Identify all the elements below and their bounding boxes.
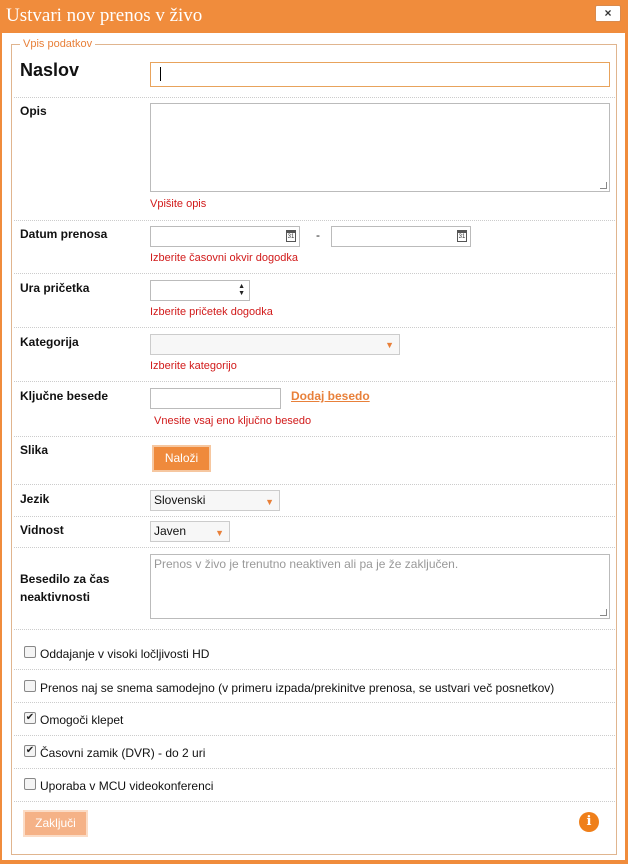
dialog-title: Ustvari nov prenos v živo xyxy=(6,5,203,26)
add-keyword-link[interactable]: Dodaj besedo xyxy=(291,389,370,403)
dvr-checkbox[interactable] xyxy=(24,745,36,757)
row-divider xyxy=(14,702,615,703)
row-divider xyxy=(14,220,615,221)
category-select[interactable] xyxy=(150,334,400,355)
chevron-down-icon: ▼ xyxy=(265,497,274,507)
keywords-error: Vnesite vsaj eno ključno besedo xyxy=(154,415,312,427)
title-label: Naslov xyxy=(20,60,80,80)
date-from-input[interactable] xyxy=(150,226,300,247)
row-divider xyxy=(14,436,615,437)
resize-handle-icon[interactable] xyxy=(600,609,607,616)
category-label: Kategorija xyxy=(20,335,79,349)
inactive-text-placeholder: Prenos v živo je trenutno neaktiven ali pa je že zaključen. xyxy=(154,557,459,571)
row-divider xyxy=(14,669,615,670)
chevron-down-icon: ▼ xyxy=(215,528,224,538)
inactive-text-textarea[interactable] xyxy=(150,554,610,619)
spinner-icon[interactable]: ▲ ▼ xyxy=(238,283,245,297)
row-divider xyxy=(14,381,615,382)
inactive-text-label-line1: Besedilo za čas xyxy=(20,572,110,586)
dvr-checkbox-label: Časovni zamik (DVR) - do 2 uri xyxy=(40,746,206,760)
visibility-value: Javen xyxy=(154,524,187,538)
calendar-icon[interactable]: 31 xyxy=(457,230,467,242)
language-select[interactable] xyxy=(150,490,280,511)
row-divider xyxy=(14,327,615,328)
hd-checkbox[interactable] xyxy=(24,646,36,658)
language-value: Slovenski xyxy=(154,493,206,507)
date-separator: - xyxy=(316,228,320,242)
row-divider xyxy=(14,484,615,485)
inactive-text-label-line2: neaktivnosti xyxy=(20,590,91,604)
description-label: Opis xyxy=(20,104,47,118)
auto-record-checkbox[interactable] xyxy=(24,680,36,692)
row-divider xyxy=(14,801,615,802)
chat-checkbox-label: Omogoči klepet xyxy=(40,713,124,727)
checkmark-icon: ✔ xyxy=(25,745,35,756)
hd-checkbox-label: Oddajanje v visoki ločljivosti HD xyxy=(40,647,210,661)
mcu-checkbox[interactable] xyxy=(24,778,36,790)
resize-handle-icon[interactable] xyxy=(600,182,607,189)
close-icon: × xyxy=(604,6,612,20)
row-divider xyxy=(14,735,615,736)
checkmark-icon: ✔ xyxy=(25,712,35,723)
dialog-titlebar xyxy=(0,0,628,34)
time-input[interactable] xyxy=(150,280,250,301)
auto-record-checkbox-label: Prenos naj se snema samodejno (v primeru izpada/prekinitve prenosa, se ustvari več posnetkov) xyxy=(40,681,555,695)
mcu-checkbox-label: Uporaba v MCU videokonferenci xyxy=(40,779,214,793)
keywords-label: Ključne besede xyxy=(20,389,109,403)
title-input[interactable] xyxy=(150,62,610,87)
text-caret xyxy=(160,67,161,81)
row-divider xyxy=(14,516,615,517)
row-divider xyxy=(14,273,615,274)
date-label: Datum prenosa xyxy=(20,227,108,241)
visibility-label: Vidnost xyxy=(20,523,64,537)
date-to-input[interactable] xyxy=(331,226,471,247)
time-error: Izberite pričetek dogodka xyxy=(150,306,273,318)
keyword-input[interactable] xyxy=(150,388,281,409)
description-error: Vpišite opis xyxy=(150,198,207,210)
finish-button[interactable]: Zaključi xyxy=(23,810,88,837)
date-error: Izberite časovni okvir dogodka xyxy=(150,252,298,264)
language-label: Jezik xyxy=(20,492,50,506)
calendar-icon[interactable]: 31 xyxy=(286,230,296,242)
close-button[interactable] xyxy=(595,5,621,22)
category-error: Izberite kategorijo xyxy=(150,360,237,372)
chat-checkbox[interactable] xyxy=(24,712,36,724)
image-label: Slika xyxy=(20,443,49,457)
upload-button[interactable]: Naloži xyxy=(152,445,211,472)
visibility-select[interactable] xyxy=(150,521,230,542)
time-label: Ura pričetka xyxy=(20,281,90,295)
description-textarea[interactable] xyxy=(150,103,610,192)
info-icon[interactable]: i xyxy=(579,812,599,832)
chevron-down-icon: ▼ xyxy=(385,340,394,350)
row-divider xyxy=(14,629,615,630)
row-divider xyxy=(14,768,615,769)
fieldset-legend: Vpis podatkov xyxy=(20,38,95,50)
row-divider xyxy=(14,97,615,98)
row-divider xyxy=(14,547,615,548)
